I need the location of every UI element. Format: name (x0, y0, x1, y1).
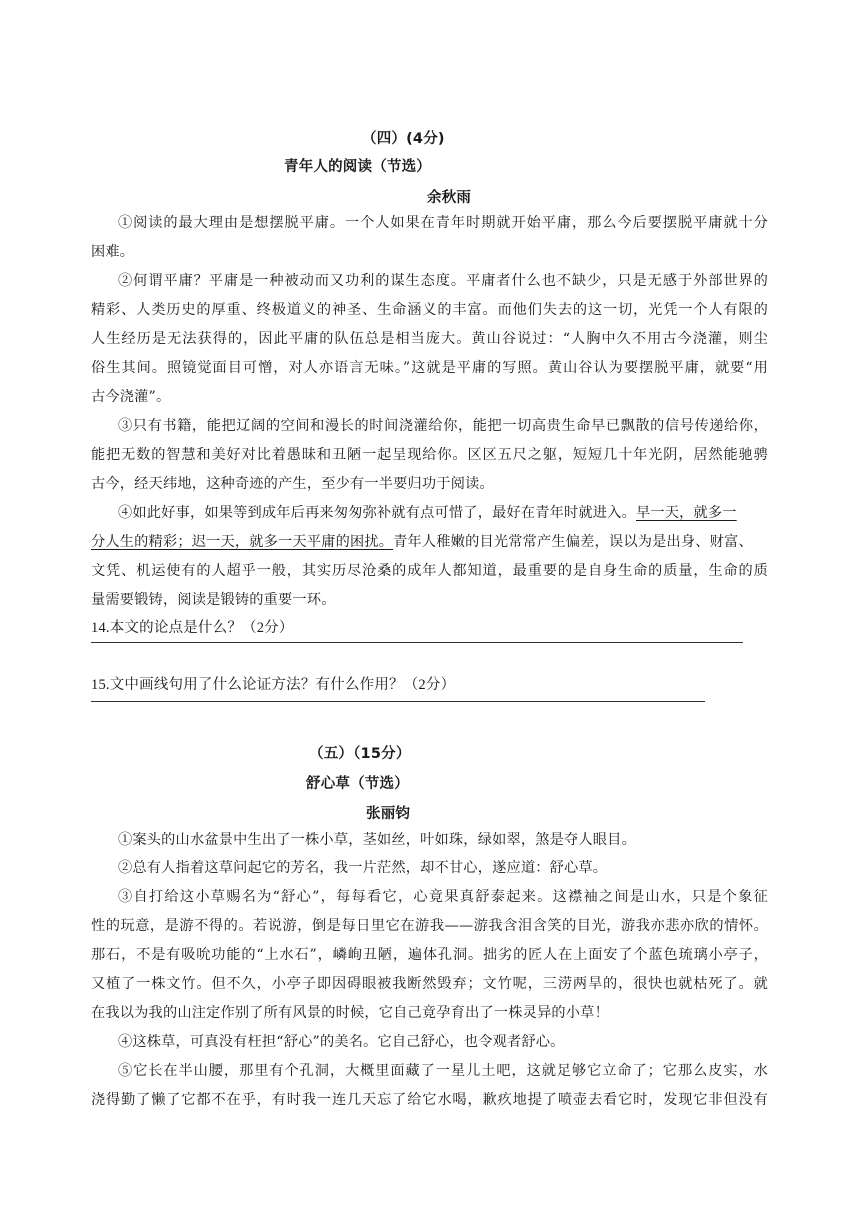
s4-line-6: 俗生其间。照镜觉面目可憎，对人亦语言无味。”这就是平庸的写照。黄山谷认为要摆脱平庸，就要“用 (91, 360, 768, 376)
s5-line-5: 那石，不是有吸吮功能的“上水石”，嶙峋丑陋，遍体孔洞。拙劣的匠人在上面安了个蓝色琉璃小亭子， (91, 947, 768, 963)
s4-line-8: ③只有书籍，能把辽阔的空间和漫长的时间浇灌给你，能把一切高贵生命早已飘散的信号传递给你， (118, 418, 768, 434)
s5-line-6: 又植了一株文竹。但不久，小亭子即因碍眼被我断然毁弃；文竹呢，三涝两旱的，很快也就枯死了。就 (91, 976, 768, 992)
section5-author: 张丽钧 (366, 806, 411, 822)
s5-line-2: ②总有人指着这草问起它的芳名，我一片茫然，却不甘心，遂应道：舒心草。 (118, 860, 608, 876)
s5-line-4: 性的玩意，是游不得的。若说游，倒是每日里它在游我——游我含泪含笑的目光，游我亦悲亦欣的情怀。 (91, 918, 768, 934)
s5-line-8: ④这株草，可真没有枉担“舒心”的美名。它自己舒心，也令观者舒心。 (118, 1034, 565, 1050)
s5-line-7: 在我以为我的山注定作别了所有风景的时候，它自己竟孕育出了一株灵异的小草！ (91, 1005, 609, 1021)
s4-line-5: 人生经历是无法获得的，因此平庸的队伍总是相当庞大。黄山谷说过：“人胸中久不用古今浇灌，则尘 (91, 331, 768, 347)
section4-author: 余秋雨 (427, 190, 472, 206)
s5-line-10: 浇得勤了懒了它都不在乎，有时我一连几天忘了给它水喝，歉疚地提了喷壶去看它时，发现它非但没有 (91, 1092, 768, 1108)
s4-p4-line-1-plain: ④如此好事，如果等到成年后再来匆匆弥补就有点可惜了，最好在青年时就进入。 (118, 505, 636, 521)
question-15: 15.文中画线句用了什么论证方法？有什么作用？（2分） (91, 677, 456, 693)
s4-p4-line-2-plain: 青年人稚嫩的目光常常产生偏差，误以为是出身、财富、 (393, 534, 753, 550)
section4-title: 青年人的阅读（节选） (284, 159, 431, 175)
underlined-sentence-part-2: 分人生的精彩；迟一天，就多一天平庸的困扰。 (91, 534, 394, 550)
s4-line-3: ②何谓平庸？平庸是一种被动而又功利的谋生态度。平庸者什么也不缺少，只是无感于外部世界的 (118, 273, 768, 289)
section5-header: （五）（15分） (309, 746, 411, 762)
underlined-sentence-part-1: 早一天，就多一 (635, 505, 737, 521)
s4-line-7: 古今浇灌”。 (91, 389, 171, 405)
section4-header: （四）(4分) (362, 131, 445, 147)
s4-line-10: 古今，经天纬地，这种奇迹的产生，至少有一半要归功于阅读。 (91, 476, 494, 492)
s5-line-1: ①案头的山水盆景中生出了一株小草，茎如丝，叶如珠，绿如翠，煞是夺人眼目。 (118, 832, 636, 848)
s4-p4-line-4: 量需要锻铸，阅读是锻铸的重要一环。 (91, 592, 336, 608)
s5-line-9: ⑤它长在半山腰，那里有个孔洞，大概里面藏了一星儿土吧，这就足够它立命了；它那么皮实，水 (118, 1063, 768, 1079)
s4-p4-line-1 (118, 502, 737, 522)
s4-line-1: ①阅读的最大理由是想摆脱平庸。一个人如果在青年时期就开始平庸，那么今后要摆脱平庸就十分 (118, 215, 768, 231)
s4-p4-line-2 (91, 531, 753, 551)
question-14: 14.本文的论点是什么？（2分） (91, 620, 294, 636)
s4-line-4: 精彩、人类历史的厚重、终极道义的神圣、生命涵义的丰富。而他们失去的这一切，光凭一个人有限的 (91, 302, 768, 318)
answer-line-14[interactable] (91, 642, 743, 643)
s4-line-2: 困难。 (91, 244, 135, 260)
answer-line-15[interactable] (91, 701, 705, 702)
s4-line-9: 能把无数的智慧和美好对比着愚昧和丑陋一起呈现给你。区区五尺之躯，短短几十年光阴，居然能驰骋 (91, 447, 768, 463)
s5-line-3: ③自打给这小草赐名为“舒心”，每每看它，心竟果真舒泰起来。这襟袖之间是山水，只是个象征 (118, 889, 768, 905)
s4-p4-line-3: 文凭、机运使有的人超乎一般，其实历尽沧桑的成年人都知道，最重要的是自身生命的质量，生命的质 (91, 563, 768, 579)
section5-title: 舒心草（节选） (306, 776, 409, 792)
